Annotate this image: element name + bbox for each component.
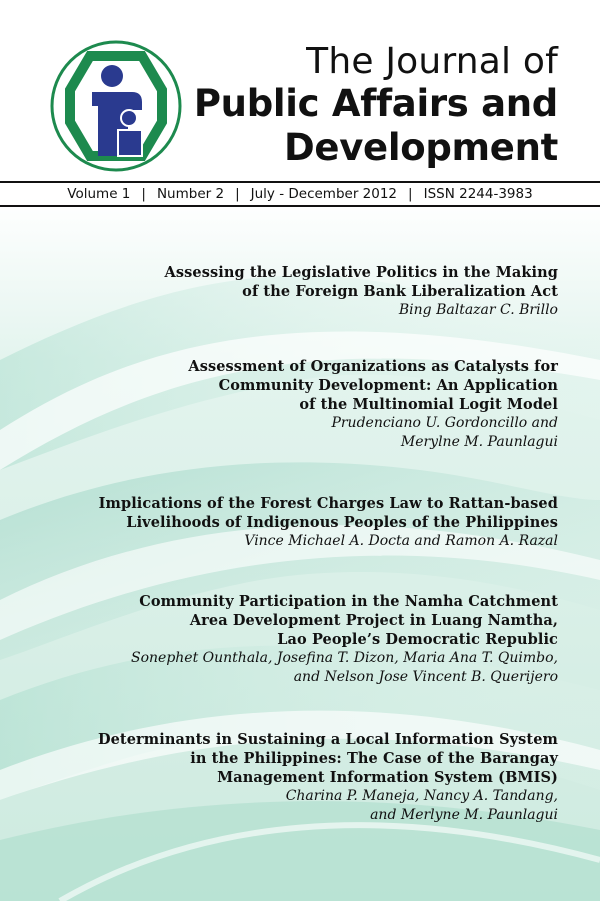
divider-bottom xyxy=(0,205,600,207)
article-4 xyxy=(131,592,558,687)
title-line-1: The Journal of xyxy=(306,41,558,82)
article-title-line: Community Development: An Application xyxy=(218,377,558,394)
article-author-line: Prudenciano U. Gordoncillo and xyxy=(331,415,558,431)
issn-label: ISSN 2244-3983 xyxy=(423,186,533,202)
article-3 xyxy=(99,494,558,551)
article-title-line: Area Development Project in Luang Namtha, xyxy=(189,612,558,629)
article-author-line: Bing Baltazar C. Brillo xyxy=(398,302,558,318)
number-label: Number 2 xyxy=(156,186,225,202)
article-title-line: Livelihoods of Indigenous Peoples of the Philippines xyxy=(126,514,558,531)
article-5 xyxy=(98,730,558,825)
article-author-line: Sonephet Ounthala, Josefina T. Dizon, Maria Ana T. Quimbo, xyxy=(131,650,558,666)
title-line-3: Development xyxy=(284,126,558,169)
divider-top xyxy=(0,181,600,183)
volume-label: Volume 1 xyxy=(67,186,131,202)
journal-logo xyxy=(50,40,182,172)
article-2 xyxy=(188,357,558,452)
article-author-line: Merylne M. Paunlagui xyxy=(400,434,558,450)
article-title-line: Management Information System (BMIS) xyxy=(217,769,558,786)
journal-title xyxy=(194,42,558,170)
article-title-line: Lao People’s Democratic Republic xyxy=(277,631,558,648)
separator: | xyxy=(141,186,146,202)
issue-info-bar xyxy=(0,184,600,204)
article-title-line: in the Philippines: The Case of the Barangay xyxy=(190,750,558,767)
article-author-line: and Merlyne M. Paunlagui xyxy=(370,807,558,823)
article-title-line: Implications of the Forest Charges Law to Rattan-based xyxy=(98,495,558,512)
article-author-line: Vince Michael A. Docta and Ramon A. Razal xyxy=(244,533,558,549)
article-1 xyxy=(165,263,558,320)
separator: | xyxy=(235,186,240,202)
article-title-line: Determinants in Sustaining a Local Information System xyxy=(97,731,558,748)
title-line-2: Public Affairs and xyxy=(193,82,558,125)
article-title-line: Assessing the Legislative Politics in the Making xyxy=(164,264,558,281)
article-author-line: Charina P. Maneja, Nancy A. Tandang, xyxy=(285,788,558,804)
article-title-line: of the Foreign Bank Liberalization Act xyxy=(242,283,558,300)
article-title-line: Assessment of Organizations as Catalysts for xyxy=(188,358,558,375)
article-author-line: and Nelson Jose Vincent B. Querijero xyxy=(293,669,558,685)
separator: | xyxy=(408,186,413,202)
period-label: July - December 2012 xyxy=(250,186,398,202)
article-title-line: of the Multinomial Logit Model xyxy=(299,396,558,413)
article-title-line: Community Participation in the Namha Catchment xyxy=(139,593,558,610)
